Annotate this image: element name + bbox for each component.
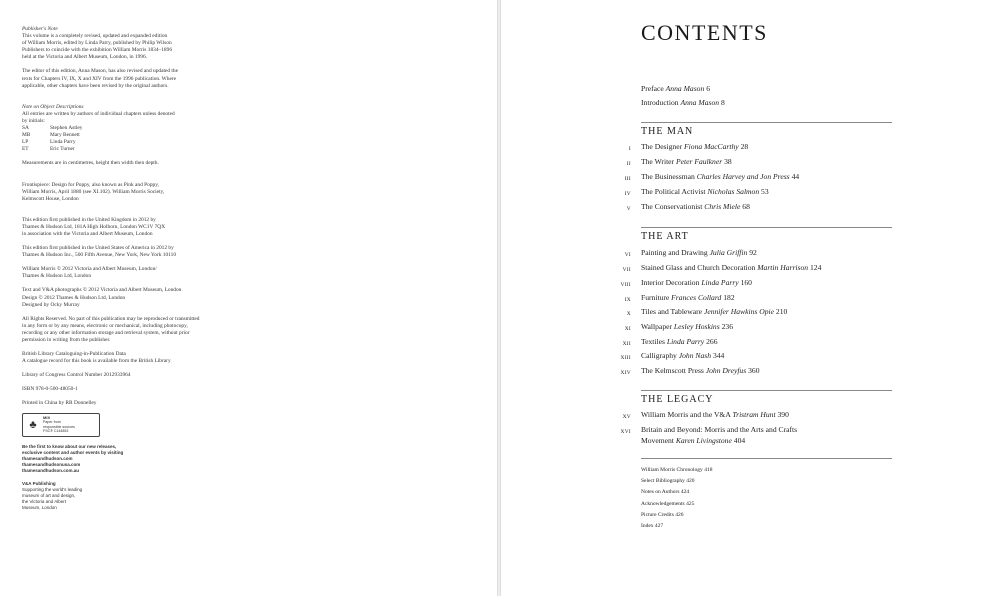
entry-author: Chris Miele [704,202,741,211]
entry-title: Interior Decoration [641,278,700,287]
fsc-code: FSC® C144853 [43,428,69,433]
toc-entry[interactable] [620,425,871,446]
chapter-number: XI [624,325,631,332]
entry-author: Peter Faulkner [675,157,723,166]
toc-entry[interactable] [622,410,871,421]
text-copyright-line: Design © 2012 Thames & Hudson Ltd, London [22,294,126,301]
section-the-art [620,227,892,376]
entry-author: Fiona MacCarthy [684,142,739,151]
section-rule [641,458,892,459]
measurements-note: Measurements are in centimetres, height then width then depth. [22,160,159,167]
section-the-man [624,122,892,212]
publishers-note-line: held at the Victoria and Albert Museum, London, in 1996. [22,54,148,61]
contents-title: CONTENTS [641,20,768,45]
fsc-tree-icon: ♣ [29,418,37,431]
toc-entry[interactable] [624,187,871,198]
entry-title: Stained Glass and Church Decoration [641,263,756,272]
uk-edition-line: This edition first published in the United Kingdom in 2012 by [22,216,156,223]
toc-entry[interactable] [624,322,871,333]
entry-title: The Writer [641,157,675,166]
entry-page: 92 [749,248,757,257]
entry-page: 68 [742,202,750,211]
entry-page: 404 [733,435,746,445]
frontispiece-line: Frontispiece: Design for Poppy, also known as Pink and Poppy, [22,181,159,188]
toc-back-entry[interactable] [641,476,892,487]
text-copyright-line: Text and V&A photographs © 2012 Victoria and Albert Museum, London [22,287,182,294]
toc-back-entry[interactable] [641,465,892,476]
editor-note-line: applicable, other chapters have been revised by the original authors. [22,82,169,89]
entry-title: Wallpaper [641,322,673,331]
entry-page: 44 [791,172,800,181]
entry-title: Picture Credits [641,511,674,518]
copyright-column [22,26,232,511]
cip-line: British Library Cataloguing-in-Publication Data [22,351,126,358]
entry-title: The Kelmscott Press [641,366,704,375]
rights-line: recording or any other information storage and retrieval system, without prior [22,329,190,336]
entry-page: 420 [686,478,695,485]
initials-name: Eric Turner [50,146,75,153]
toc-entry-introduction[interactable] [641,96,725,110]
publishers-note-heading: Publisher's Note [22,26,58,32]
fsc-text: responsible sources [43,424,75,429]
va-line: Museum, London [22,504,57,510]
initials-code: SA [22,125,29,132]
toc-entry[interactable] [620,366,871,377]
entry-page: 390 [777,410,789,419]
publishers-note-line: Publishers to coincide with the exhibition William Morris 1834–1896 [22,47,173,54]
entry-author: Linda Parry [666,337,705,346]
va-line: the Victoria and Albert [22,498,66,504]
uk-edition-line: Thames & Hudson Ltd, 181A High Holborn, London WC1V 7QX [22,223,166,230]
entry-title: Britain and Beyond: Morris and the Arts and Crafts [641,425,798,434]
entry-page: 344 [712,351,725,360]
entry-page: 425 [686,500,695,507]
entry-title: Select Bibliography [641,478,685,485]
loc-number: Library of Congress Control Number 2012933964 [22,372,131,379]
va-heading: V&A Publishing [22,480,56,486]
fsc-mix-label: MIX [43,414,51,420]
chapter-number: III [624,175,631,182]
entry-page: 28 [740,142,749,151]
entry-author: John Dreyfus [705,366,747,375]
chapter-number: VI [624,251,631,258]
toc-entry[interactable] [626,202,871,213]
rights-line: permission in writing from the publisher. [22,337,111,343]
entry-title: Index [641,523,654,530]
chapter-number: XIII [620,354,631,361]
entry-author: Linda Parry [701,278,739,287]
entry-author: Frances Collard [671,293,722,302]
toc-entry[interactable] [626,307,871,318]
entry-title-cont: Movement [641,435,674,445]
entry-author: Martin Harrison [757,263,809,272]
va-publishing-block [22,481,232,511]
us-edition-line: This edition first published in the United States of America in 2012 by [22,245,174,252]
editor-note-line: texts for Chapters IV, IX, X and XIV from the 1996 publication. Where [22,75,177,82]
fsc-text: Paper from [43,420,61,425]
back-matter [641,458,892,532]
copyright-page [0,0,497,596]
entry-title: The Businessman [641,172,695,181]
entry-author: Anna Mason [665,84,705,93]
toc-entry[interactable] [628,142,871,153]
entry-author: Jennifer Hawkins Opie [703,307,774,316]
object-note-line: All entries are written by authors of individual chapters unless denoted [22,110,175,117]
entry-author: Karen Livingstone [675,435,732,445]
entry-title: Calligraphy [641,351,677,360]
entry-title: The Conservationist [641,202,703,211]
text-copyright-line: Designed by Ocky Murray [22,301,80,308]
entry-title: Acknowledgements [641,500,685,507]
toc-back-entry[interactable] [641,487,892,498]
entry-page: 160 [740,278,752,287]
section-heading: THE LEGACY [641,394,714,405]
printed-in: Printed in China by RR Donnelley [22,400,97,407]
initials-name: Mary Bennett [50,132,80,139]
entry-title: Preface [641,84,664,93]
entry-title: Painting and Drawing [641,248,708,257]
entry-page: 426 [675,511,684,518]
promo-link[interactable]: thamesandhudson.com [22,455,73,461]
toc-entry[interactable] [622,337,871,348]
va-line: museum of art and design, [22,492,76,498]
frontispiece-line: William Morris, April 1880 (see XI.102). William Morris Society, [22,188,165,195]
chapter-number: VIII [620,281,631,288]
publishers-note-line: of William Morris, edited by Linda Parry, published by Philip Wilson [22,40,172,47]
entry-title: Notes on Authors [641,489,680,496]
initials-code: ET [22,146,29,153]
entry-title: William Morris and the V&A [641,410,731,419]
chapter-number: IV [624,190,631,197]
entry-page: 53 [761,187,769,196]
us-edition-line: Thames & Hudson Inc., 500 Fifth Avenue, New York, New York 10110 [22,252,177,259]
toc-entry[interactable] [620,278,871,289]
promo-block [22,444,232,474]
entry-title: Textiles [641,337,665,346]
chapter-number: IX [624,296,631,303]
entry-title: William Morris Chronology [641,467,703,473]
entry-page: 236 [721,322,733,331]
toc-entry[interactable] [624,293,871,304]
promo-line: Be the first to know about our new releases, [22,443,117,449]
entry-title: Furniture [641,293,670,302]
toc-entry[interactable] [626,157,871,168]
rights-line: All Rights Reserved. No part of this publication may be reproduced or transmitted [22,315,200,322]
toc-entry[interactable] [622,263,871,274]
entry-page: 182 [723,293,735,302]
entry-author: Lesley Hoskins [673,322,720,331]
chapter-number: V [626,205,631,212]
promo-link[interactable]: thamesandhudson.com.au [22,467,80,473]
entry-page: 38 [724,157,732,166]
toc-back-entry[interactable] [641,521,892,532]
entry-title: The Political Activist [641,187,706,196]
chapter-number: II [626,160,631,167]
entry-page: 8 [720,98,725,107]
section-rule [641,227,892,228]
section-heading: THE ART [641,231,689,242]
promo-line: exclusive content and author events by visiting [22,449,124,455]
toc-entry-preface[interactable] [641,82,725,96]
copyright-line: William Morris © 2012 Victoria and Albert Museum, London/ [22,266,157,273]
chapter-number: XIV [620,369,631,376]
chapter-number: XII [622,340,631,347]
object-note-line: by initials: [22,117,45,124]
fsc-logo [22,413,100,437]
chapter-number: I [628,145,631,152]
entry-page: 424 [680,489,690,496]
toc-entry[interactable] [624,248,871,259]
publishers-note-line: This volume is a completely revised, updated and expanded edition [22,33,168,40]
initials-name: Stephen Astley [50,125,83,132]
promo-link[interactable]: thamesandhudsonusa.com [22,461,81,467]
initials-name: Linda Parry [50,139,76,146]
entry-author: John Nash [678,351,712,360]
uk-edition-line: in association with the Victoria and Albert Museum, London [22,230,153,237]
entry-author: Charles Harvey and Jon Press [696,172,790,181]
entry-page: 427 [654,523,664,530]
entry-page: 266 [706,337,718,346]
chapter-number: VII [622,266,631,273]
entry-page: 210 [775,307,788,316]
entry-page: 418 [704,467,713,473]
cip-line: A catalogue record for this book is available from the British Library [22,358,171,365]
toc-entry[interactable] [624,172,871,183]
section-rule [641,390,892,391]
entry-title: Introduction [641,98,679,107]
initials-list [22,125,232,153]
chapter-number: X [626,310,631,317]
frontispiece-line: Kelmscott House, London [22,195,79,202]
copyright-line: Thames & Hudson Ltd, London [22,273,92,280]
entry-title: Tiles and Tableware [641,307,703,316]
chapter-number: XV [622,413,631,420]
toc-back-entry[interactable] [641,499,892,510]
section-heading: THE MAN [641,126,694,137]
editor-note-line: The editor of this edition, Anna Mason, has also revised and updated the [22,68,178,75]
isbn: ISBN 978-0-500-48050-1 [22,386,78,393]
entry-author: Tristram Hunt [732,410,776,419]
initials-code: MB [22,132,31,139]
entry-author: Anna Mason [680,98,720,107]
chapter-number: XVI [620,428,631,435]
entry-page: 360 [748,366,760,375]
entry-author: Nicholas Salmon [707,187,760,196]
front-matter-list [641,82,725,110]
entry-page: 6 [706,84,710,93]
rights-line: in any form or by any means, electronic or mechanical, including photocopy, [22,322,188,329]
toc-entry[interactable] [620,351,871,362]
section-rule [641,122,892,123]
toc-back-entry[interactable] [641,510,892,521]
entry-title: The Designer [641,142,683,151]
object-descriptions-heading: Note on Object Descriptions [22,103,84,110]
initials-code: LP [22,139,29,146]
va-line: Supporting the world's leading [22,486,83,492]
entry-author: Julia Griffin [709,248,748,257]
entry-page: 124 [809,263,822,272]
section-the-legacy [620,390,892,445]
contents-page [501,0,1000,596]
